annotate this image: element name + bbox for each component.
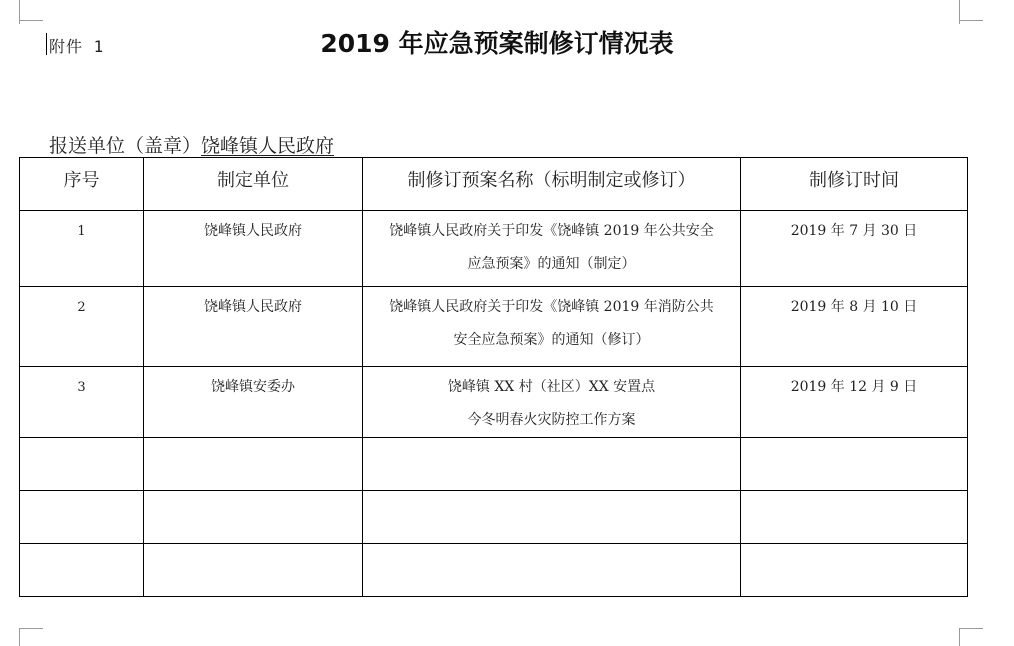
crop-mark-top-right-v bbox=[959, 0, 960, 24]
cell-empty[interactable] bbox=[363, 544, 741, 597]
cell-empty[interactable] bbox=[20, 438, 144, 491]
cell-empty[interactable] bbox=[741, 544, 968, 597]
plan-name-line1: 饶峰镇 XX 村（社区）XX 安置点 bbox=[447, 379, 656, 395]
plan-name-line2: 应急预案》的通知（制定） bbox=[467, 256, 636, 272]
cell-plan-name[interactable] bbox=[363, 287, 741, 367]
plan-name-line1: 饶峰镇人民政府关于印发《饶峰镇 2019 年消防公共 bbox=[389, 299, 714, 315]
attachment-label[interactable]: 附件 1 bbox=[49, 37, 105, 56]
cell-date[interactable]: 2019 年 8 月 10 日 bbox=[741, 287, 968, 367]
header-unit[interactable]: 制定单位 bbox=[144, 158, 363, 211]
table-row-empty bbox=[20, 544, 968, 597]
table-row bbox=[20, 287, 968, 367]
cell-unit[interactable]: 饶峰镇人民政府 bbox=[144, 287, 363, 367]
table-row bbox=[20, 211, 968, 287]
table-header-row bbox=[20, 158, 968, 211]
crop-mark-bottom-left-h bbox=[19, 628, 43, 629]
cell-empty[interactable] bbox=[20, 491, 144, 544]
plan-name-line2: 今冬明春火灾防控工作方案 bbox=[467, 412, 636, 428]
cell-index[interactable]: 1 bbox=[20, 211, 144, 287]
crop-mark-top-left-h bbox=[19, 20, 43, 21]
crop-mark-bottom-right-h bbox=[959, 628, 983, 629]
table-row bbox=[20, 367, 968, 438]
cell-unit[interactable]: 饶峰镇人民政府 bbox=[144, 211, 363, 287]
cell-plan-name[interactable] bbox=[363, 367, 741, 438]
table-row-empty bbox=[20, 438, 968, 491]
submitting-unit-label: 报送单位（盖章） bbox=[49, 135, 202, 157]
cell-date[interactable]: 2019 年 12 月 9 日 bbox=[741, 367, 968, 438]
plan-name-line2: 安全应急预案》的通知（修订） bbox=[453, 332, 650, 348]
submitting-unit-value: 饶峰镇人民政府 bbox=[201, 135, 335, 157]
cell-empty[interactable] bbox=[363, 438, 741, 491]
cell-plan-name[interactable] bbox=[363, 211, 741, 287]
cell-empty[interactable] bbox=[144, 438, 363, 491]
document-title[interactable]: 2019 年应急预案制修订情况表 bbox=[320, 29, 674, 58]
header-date[interactable]: 制修订时间 bbox=[741, 158, 968, 211]
plan-revision-table bbox=[19, 157, 968, 597]
cell-unit[interactable]: 饶峰镇安委办 bbox=[144, 367, 363, 438]
header-index[interactable]: 序号 bbox=[20, 158, 144, 211]
cell-index[interactable]: 3 bbox=[20, 367, 144, 438]
crop-mark-bottom-left-v bbox=[19, 628, 20, 646]
cell-empty[interactable] bbox=[144, 491, 363, 544]
cell-date[interactable]: 2019 年 7 月 30 日 bbox=[741, 211, 968, 287]
crop-mark-bottom-right-v bbox=[959, 628, 960, 646]
cell-empty[interactable] bbox=[741, 438, 968, 491]
cell-empty[interactable] bbox=[363, 491, 741, 544]
crop-mark-top-left-v bbox=[19, 0, 20, 24]
plan-name-line1: 饶峰镇人民政府关于印发《饶峰镇 2019 年公共安全 bbox=[389, 223, 714, 239]
cell-empty[interactable] bbox=[741, 491, 968, 544]
cell-index[interactable]: 2 bbox=[20, 287, 144, 367]
submitting-unit-line[interactable] bbox=[49, 131, 334, 158]
header-plan-name[interactable]: 制修订预案名称（标明制定或修订） bbox=[363, 158, 741, 211]
table-row-empty bbox=[20, 491, 968, 544]
cell-empty[interactable] bbox=[20, 544, 144, 597]
cell-empty[interactable] bbox=[144, 544, 363, 597]
crop-mark-top-right-h bbox=[959, 20, 983, 21]
